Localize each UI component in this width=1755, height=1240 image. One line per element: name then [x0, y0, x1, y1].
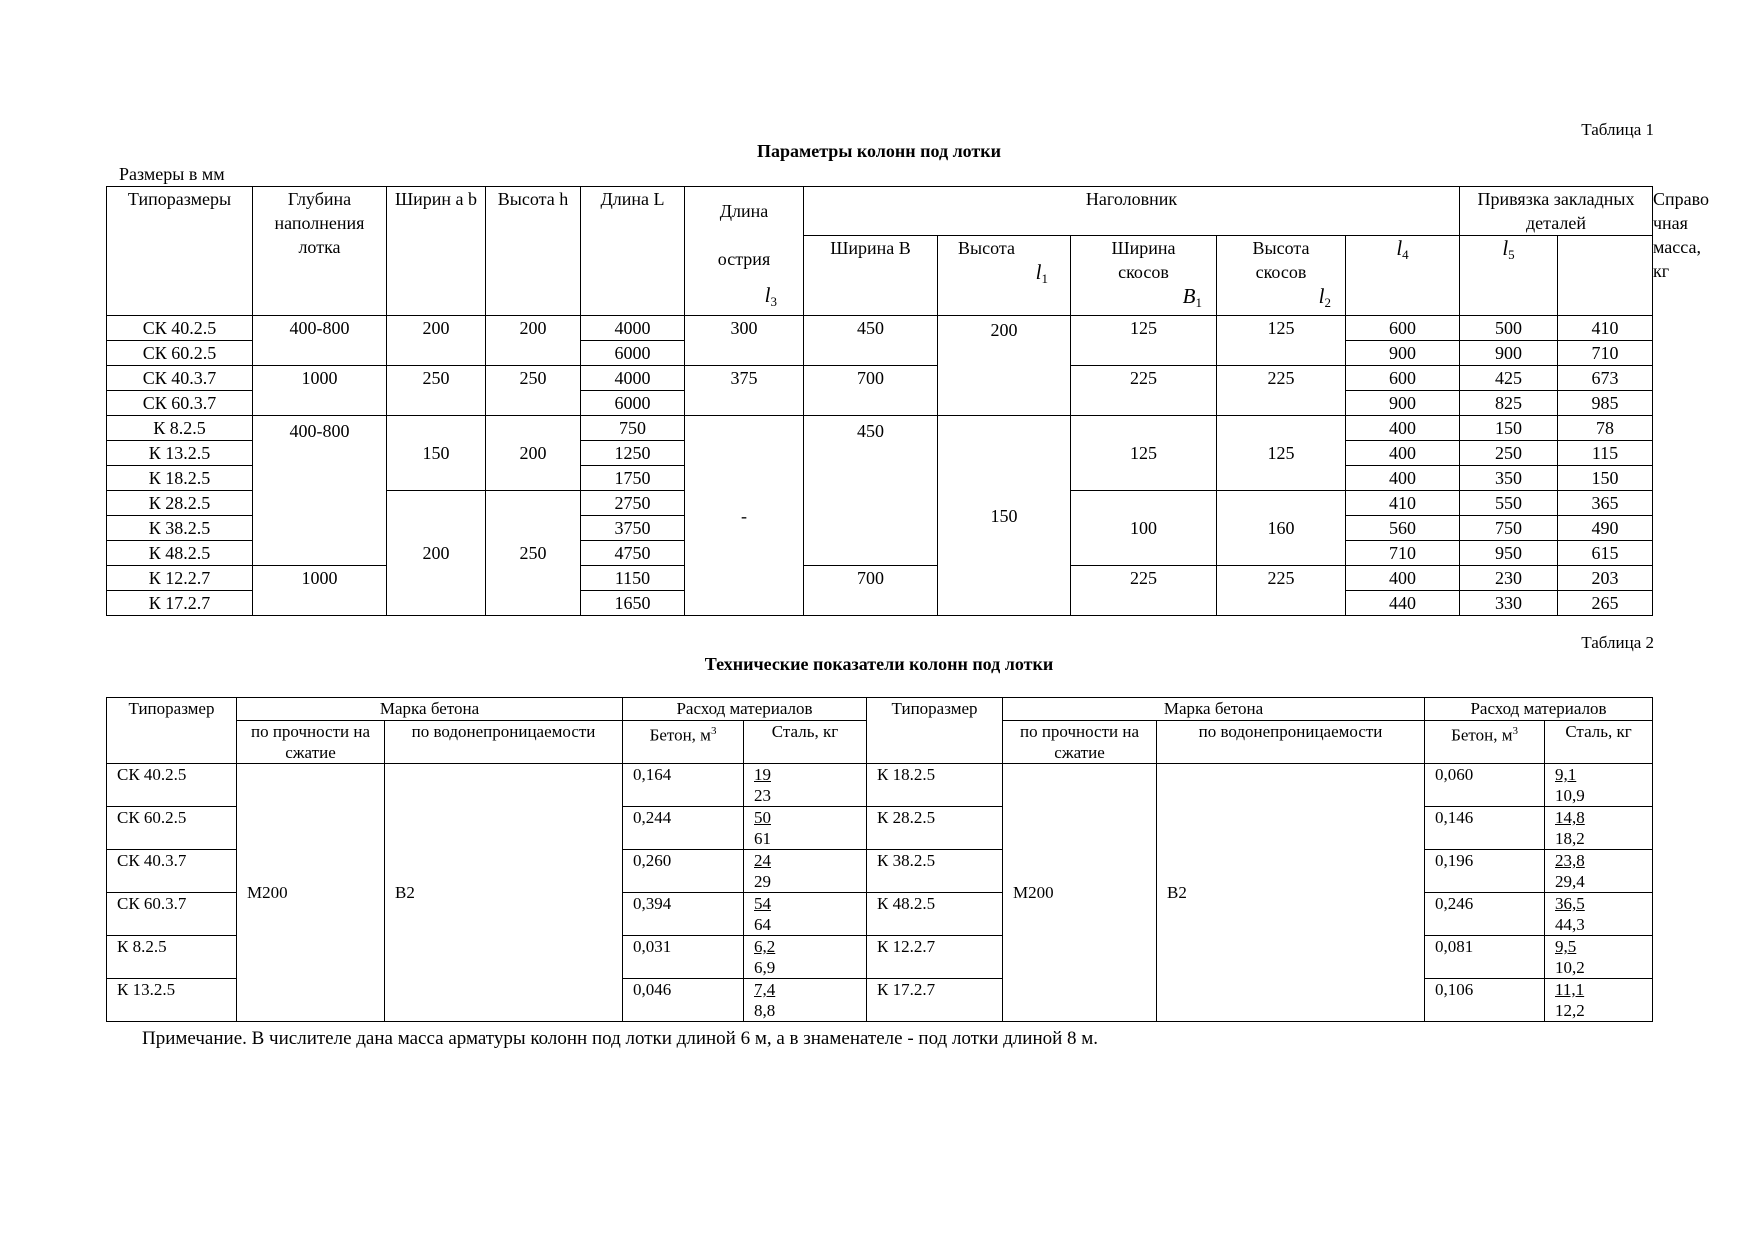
- steel-numerator: 23,8: [1555, 851, 1585, 870]
- t2-concrete-right: 0,106: [1425, 979, 1545, 1022]
- t1-l5: 150: [1460, 416, 1558, 441]
- t2-steel: [744, 936, 867, 979]
- t1-l5: 350: [1460, 466, 1558, 491]
- t2-header-concrete-label: Бетон, м: [1451, 725, 1513, 745]
- t1-bevel-width: 225: [1071, 366, 1217, 416]
- t1-l4: 560: [1346, 516, 1460, 541]
- t1-l4: 410: [1346, 491, 1460, 516]
- t1-depth: 1000: [253, 366, 387, 416]
- steel-numerator: 9,5: [1555, 937, 1577, 956]
- t1-mass: 490: [1558, 516, 1653, 541]
- t1-depth-value: 400-800: [289, 420, 350, 441]
- t1-length: 4750: [581, 541, 685, 566]
- t2-steel-right: [1545, 936, 1653, 979]
- t1-mass: 365: [1558, 491, 1653, 516]
- table1-units: Размеры в мм: [119, 164, 225, 184]
- t1-length: 1250: [581, 441, 685, 466]
- t1-header-depth: Глубина наполнения лотка: [253, 187, 387, 316]
- t2-concrete: 0,260: [623, 850, 744, 893]
- symbol-l: l: [1502, 236, 1509, 260]
- t2-type-right: К 48.2.5: [867, 893, 1003, 936]
- t1-header-bevel-height-symbol: [1217, 284, 1345, 315]
- t1-l5: 950: [1460, 541, 1558, 566]
- t1-head-width: 700: [804, 366, 938, 416]
- t2-concrete: 0,046: [623, 979, 744, 1022]
- t1-length: 4000: [581, 366, 685, 391]
- t1-length: 1150: [581, 566, 685, 591]
- t1-header-tip-length: [685, 187, 804, 316]
- t2-type-right: К 17.2.7: [867, 979, 1003, 1022]
- steel-denominator: 29: [754, 872, 771, 891]
- t2-steel-right: [1545, 893, 1653, 936]
- t2-concrete: 0,244: [623, 807, 744, 850]
- t1-tip-length: 375: [685, 366, 804, 416]
- t1-mass: 615: [1558, 541, 1653, 566]
- table2-title: Технические показатели колонн под лотки: [704, 654, 1054, 674]
- t2-header-concrete-label: Бетон, м: [649, 725, 711, 745]
- t2-concrete: 0,031: [623, 936, 744, 979]
- t2-steel-right: [1545, 979, 1653, 1022]
- t1-l4: 400: [1346, 416, 1460, 441]
- t1-l5: 750: [1460, 516, 1558, 541]
- t2-concrete-right: 0,060: [1425, 764, 1545, 807]
- t1-header-l4: [1346, 236, 1460, 316]
- t1-header-head-height-label: Высота: [958, 238, 1015, 258]
- t2-grade-water-right: В2: [1157, 764, 1425, 1022]
- t2-header-steel: Сталь, кг: [744, 721, 867, 764]
- t1-header-embed: Привязка закладных деталей: [1460, 187, 1653, 236]
- t1-type: К 18.2.5: [107, 466, 253, 491]
- t1-type: К 12.2.7: [107, 566, 253, 591]
- t2-grade-water: В2: [385, 764, 623, 1022]
- t1-mass: 265: [1558, 591, 1653, 616]
- t1-length: 6000: [581, 391, 685, 416]
- t1-length: 6000: [581, 341, 685, 366]
- t1-header-bevel-width-label: Ширина скосов: [1111, 238, 1176, 282]
- t1-l5: 500: [1460, 316, 1558, 341]
- t1-l4: 400: [1346, 441, 1460, 466]
- table2-number: Таблица 2: [1581, 633, 1654, 652]
- t2-type: СК 40.3.7: [107, 850, 237, 893]
- t1-header-tip-label: Длина острия: [717, 201, 771, 269]
- t1-bevel-width: 125: [1071, 416, 1217, 491]
- t2-steel-right: [1545, 807, 1653, 850]
- t2-header-grade-right: Марка бетона: [1003, 698, 1425, 721]
- t2-header-materials-right: Расход материалов: [1425, 698, 1653, 721]
- t2-concrete-right: 0,196: [1425, 850, 1545, 893]
- t1-mass: 710: [1558, 341, 1653, 366]
- t2-grade-strength-right: М200: [1003, 764, 1157, 1022]
- steel-denominator: 10,9: [1555, 786, 1585, 805]
- t1-depth: 1000: [253, 566, 387, 616]
- t2-steel: [744, 764, 867, 807]
- t2-type-right: К 38.2.5: [867, 850, 1003, 893]
- t1-height-h: 200: [486, 416, 581, 491]
- t2-steel: [744, 807, 867, 850]
- symbol-b: B: [1182, 284, 1196, 308]
- steel-denominator: 64: [754, 915, 771, 934]
- t2-steel: [744, 979, 867, 1022]
- t1-type: СК 60.2.5: [107, 341, 253, 366]
- t1-header-bevel-width: [1071, 236, 1217, 316]
- t2-header-concrete-right: [1425, 721, 1545, 764]
- t1-mass: 203: [1558, 566, 1653, 591]
- t1-header-head-height-symbol: [938, 260, 1070, 291]
- t1-length: 750: [581, 416, 685, 441]
- t2-header-type: Типоразмер: [107, 698, 237, 764]
- symbol-sub: 5: [1508, 247, 1515, 262]
- t1-bevel-width: 225: [1071, 566, 1217, 616]
- t2-steel-right: [1545, 850, 1653, 893]
- t1-l4: 710: [1346, 541, 1460, 566]
- t1-mass: 985: [1558, 391, 1653, 416]
- t1-mass: 410: [1558, 316, 1653, 341]
- symbol-sub: 2: [1324, 295, 1331, 310]
- symbol-sub: 1: [1041, 271, 1048, 286]
- t2-header-water-right: по водонепроницаемости: [1157, 721, 1425, 764]
- steel-numerator: 19: [754, 765, 771, 784]
- t1-type: К 8.2.5: [107, 416, 253, 441]
- t1-head-width: [804, 416, 938, 566]
- t1-bevel-height: 225: [1217, 366, 1346, 416]
- t1-length: 1750: [581, 466, 685, 491]
- t2-steel: [744, 893, 867, 936]
- symbol-l: l: [1035, 260, 1042, 284]
- t1-bevel-height: 125: [1217, 316, 1346, 366]
- t2-header-strength: по прочности на сжатие: [237, 721, 385, 764]
- t1-header-types: Типоразмеры: [107, 187, 253, 316]
- symbol-l: l: [1396, 236, 1403, 260]
- t1-l4: 900: [1346, 341, 1460, 366]
- t1-height-h: 250: [486, 366, 581, 416]
- symbol-sub: 4: [1402, 247, 1409, 262]
- t2-concrete-right: 0,146: [1425, 807, 1545, 850]
- t2-type: К 13.2.5: [107, 979, 237, 1022]
- t1-header-bevel-height-label: Высота скосов: [1252, 238, 1310, 282]
- t1-type: К 28.2.5: [107, 491, 253, 516]
- steel-numerator: 50: [754, 808, 771, 827]
- t1-length: 4000: [581, 316, 685, 341]
- t1-l5: 330: [1460, 591, 1558, 616]
- t2-grade-strength: М200: [237, 764, 385, 1022]
- t1-head-width: 450: [804, 316, 938, 366]
- t1-l4: 900: [1346, 391, 1460, 416]
- steel-denominator: 10,2: [1555, 958, 1585, 977]
- t1-header-width-b: Ширин а b: [387, 187, 486, 316]
- t1-mass: 150: [1558, 466, 1653, 491]
- t1-width-b: 150: [387, 416, 486, 491]
- steel-denominator: 12,2: [1555, 1001, 1585, 1020]
- t1-l4: 400: [1346, 566, 1460, 591]
- t1-tip-length: -: [685, 416, 804, 616]
- t1-header-head: Наголовник: [804, 187, 1460, 236]
- t1-type: СК 40.3.7: [107, 366, 253, 391]
- t2-header-concrete-sup: 3: [1512, 725, 1518, 737]
- t2-type: К 8.2.5: [107, 936, 237, 979]
- t1-length: 2750: [581, 491, 685, 516]
- symbol-l: l: [1318, 284, 1325, 308]
- t2-steel: [744, 850, 867, 893]
- table1: Типоразмеры Глубина наполнения лотка Ширин а b Высота h Длина L Длина острия $l_3$ Наголовник Привязка закладных деталей Справо чная масса, кг Ширина B Высота $l_1$ Ширина скосов $B_1$ Высота скосов $l_2$ $l_4$ $l_5$ СК 40.2.5 400-800 200 200 4000 300 450 200 125 125 600 500 410 СК 60.2.5 6000 900 900 710 СК 40.3.7 1000 250 250 4000 375 700 225 225 600 425 673 СК 60.3.7 6000 900 825 985 К 8.2.5 400-800 150 200 750 - 450 150 125 125 400 150 78 К 13.2.5 1250 400 250 115 К 18.2.5 1750 400 350 150 К 28.2.5 200 250 2750 100 160 410 550 365 К 38.2.5 3750 560 750 490 К 48.2.5 4750 710 950 615 К 12.2.7 1000 1150 700 225 225 400 230 203 К 17.2.7 1650 440 330 265: [106, 186, 1653, 616]
- steel-numerator: 11,1: [1555, 980, 1585, 999]
- steel-denominator: 8,8: [754, 1001, 776, 1020]
- t1-l4: 600: [1346, 316, 1460, 341]
- t1-length: 1650: [581, 591, 685, 616]
- steel-numerator: 7,4: [754, 980, 776, 999]
- t1-width-b: 200: [387, 316, 486, 366]
- t1-width-b: 250: [387, 366, 486, 416]
- t1-depth: 400-800: [253, 316, 387, 366]
- t1-header-head-width: Ширина B: [804, 236, 938, 316]
- table2-note: Примечание. В числителе дана масса арматуры колонн под лотки длиной 6 м, а в знаменателе - под лотки длиной 8 м.: [142, 1028, 1099, 1049]
- t1-type: К 38.2.5: [107, 516, 253, 541]
- t1-l4: 400: [1346, 466, 1460, 491]
- steel-denominator: 6,9: [754, 958, 776, 977]
- t2-header-materials: Расход материалов: [623, 698, 867, 721]
- t1-head-height-value: 200: [990, 319, 1018, 340]
- t1-l5: 230: [1460, 566, 1558, 591]
- t1-head-width-value: 450: [857, 420, 884, 441]
- t1-length: 3750: [581, 516, 685, 541]
- t1-type: СК 40.2.5: [107, 316, 253, 341]
- t2-type-right: К 28.2.5: [867, 807, 1003, 850]
- t2-concrete: 0,394: [623, 893, 744, 936]
- t2-type: СК 40.2.5: [107, 764, 237, 807]
- steel-numerator: 9,1: [1555, 765, 1577, 784]
- steel-numerator: 24: [754, 851, 771, 870]
- steel-denominator: 18,2: [1555, 829, 1585, 848]
- t2-header-grade: Марка бетона: [237, 698, 623, 721]
- t1-type: К 48.2.5: [107, 541, 253, 566]
- t1-height-h: 200: [486, 316, 581, 366]
- t1-tip-length: 300: [685, 316, 804, 366]
- steel-numerator: 14,8: [1555, 808, 1585, 827]
- t1-head-height: [938, 316, 1071, 416]
- t2-header-strength-right: по прочности на сжатие: [1003, 721, 1157, 764]
- t1-header-bevel-height: [1217, 236, 1346, 316]
- steel-denominator: 44,3: [1555, 915, 1585, 934]
- t1-mass: 115: [1558, 441, 1653, 466]
- t2-header-type-right: Типоразмер: [867, 698, 1003, 764]
- symbol-sub: 3: [770, 294, 777, 309]
- table1-title: Параметры колонн под лотки: [756, 141, 1002, 161]
- t2-header-concrete: [623, 721, 744, 764]
- t1-head-height: 150: [938, 416, 1071, 616]
- steel-denominator: 29,4: [1555, 872, 1585, 891]
- t2-concrete: 0,164: [623, 764, 744, 807]
- t1-bevel-height: 160: [1217, 491, 1346, 566]
- t1-depth: [253, 416, 387, 566]
- t1-bevel-width: 100: [1071, 491, 1217, 566]
- t1-head-width: 700: [804, 566, 938, 616]
- t2-header-steel-right: Сталь, кг: [1545, 721, 1653, 764]
- t1-type: К 17.2.7: [107, 591, 253, 616]
- t2-header-water: по водонепроницаемости: [385, 721, 623, 764]
- t2-header-concrete-sup: 3: [710, 725, 717, 737]
- t1-bevel-width: 125: [1071, 316, 1217, 366]
- table2: [106, 697, 1653, 1022]
- t1-bevel-height: 225: [1217, 566, 1346, 616]
- t1-mass: 673: [1558, 366, 1653, 391]
- steel-numerator: 36,5: [1555, 894, 1585, 913]
- t2-type-right: К 12.2.7: [867, 936, 1003, 979]
- t1-header-bevel-width-symbol: [1071, 284, 1216, 315]
- t1-l5: 425: [1460, 366, 1558, 391]
- t2-concrete-right: 0,246: [1425, 893, 1545, 936]
- table1-number: Таблица 1: [1581, 120, 1654, 139]
- steel-denominator: 61: [754, 829, 771, 848]
- t1-l5: 900: [1460, 341, 1558, 366]
- steel-numerator: 6,2: [754, 937, 776, 956]
- t1-header-length: Длина L: [581, 187, 685, 316]
- steel-numerator: 54: [754, 894, 771, 913]
- t1-l4: 600: [1346, 366, 1460, 391]
- t2-type-right: К 18.2.5: [867, 764, 1003, 807]
- t2-type: СК 60.3.7: [107, 893, 237, 936]
- t1-height-h: 250: [486, 491, 581, 616]
- t1-l5: 825: [1460, 391, 1558, 416]
- steel-denominator: 23: [754, 786, 771, 805]
- t2-type: СК 60.2.5: [107, 807, 237, 850]
- t2-concrete-right: 0,081: [1425, 936, 1545, 979]
- t1-l5: 550: [1460, 491, 1558, 516]
- t1-l5: 250: [1460, 441, 1558, 466]
- t2-steel-right: [1545, 764, 1653, 807]
- t1-header-l5: [1460, 236, 1558, 316]
- t1-type: СК 60.3.7: [107, 391, 253, 416]
- symbol-sub: 1: [1195, 295, 1202, 310]
- t1-type: К 13.2.5: [107, 441, 253, 466]
- symbol-l: l: [764, 283, 771, 307]
- t1-header-tip-symbol: [685, 283, 803, 314]
- t1-width-b: 200: [387, 491, 486, 616]
- t1-mass: 78: [1558, 416, 1653, 441]
- t1-bevel-height: 125: [1217, 416, 1346, 491]
- t1-header-height-h: Высота h: [486, 187, 581, 316]
- t1-header-head-height: [938, 236, 1071, 316]
- t1-l4: 440: [1346, 591, 1460, 616]
